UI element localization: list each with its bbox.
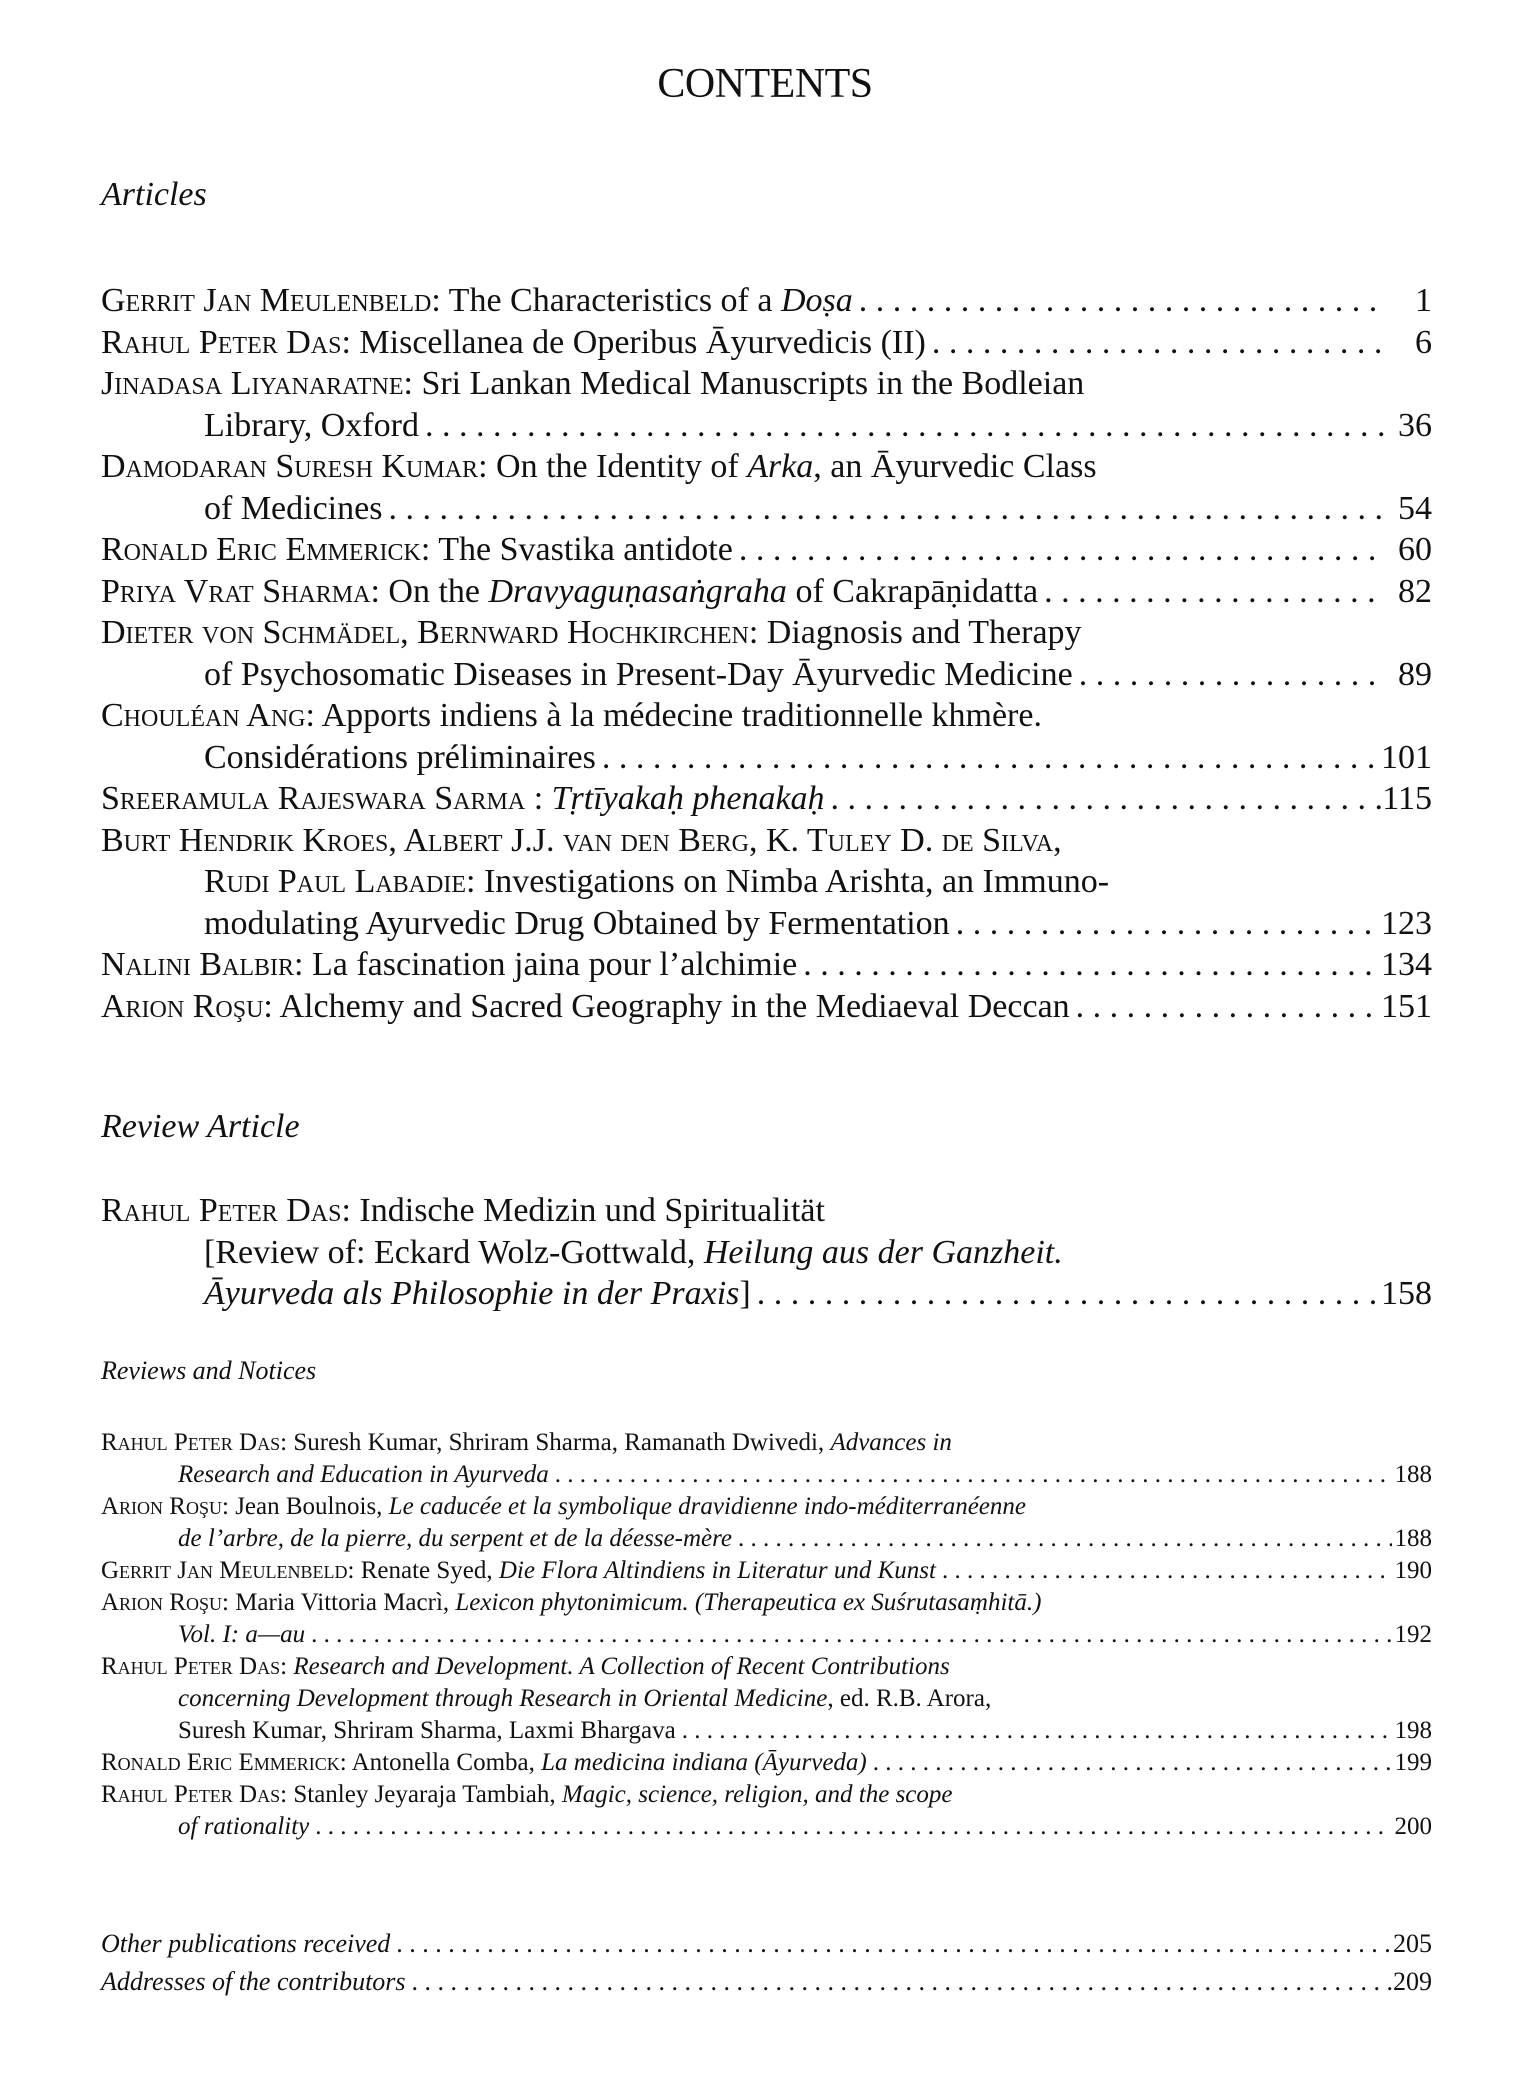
- title-text: Miscellanea de Operibus Āyurvedicis (II): [359, 323, 926, 361]
- dot-leader: [825, 778, 1383, 820]
- author-name: Dieter von Schmädel, Bernward Hochkirchen: [101, 614, 749, 651]
- title-text: ]: [739, 1275, 751, 1312]
- toc-line: [101, 1555, 1432, 1587]
- page-number: 188: [1394, 1461, 1432, 1488]
- title-italic: Research and Education in Ayurveda: [178, 1461, 549, 1488]
- section-heading-review-article: Review Article: [101, 1108, 300, 1145]
- title-italic: Tṛtīyakaḥ phenakaḥ: [551, 780, 825, 817]
- toc-line: [101, 1619, 1432, 1651]
- toc-line: [101, 1523, 1432, 1555]
- author-separator: :: [347, 1557, 361, 1584]
- toc-line: [101, 1683, 1432, 1715]
- dot-leader: [309, 1811, 1392, 1843]
- author-separator: :: [280, 1653, 294, 1680]
- dot-leader: [1073, 654, 1384, 696]
- toc-line: [101, 405, 1432, 447]
- title-text: : Investigations on Nimba Arishta, an Immuno-: [466, 863, 1110, 900]
- toc-entry: [101, 1555, 1432, 1587]
- dot-leader: [867, 1747, 1392, 1779]
- author-separator: :: [403, 365, 422, 402]
- dot-leader: [853, 280, 1384, 322]
- title-italic: Magic, science, religion, and the scope: [561, 1781, 953, 1808]
- title-italic: Vol. I: a—au: [178, 1621, 306, 1648]
- author-name: Arion Roşu: [101, 1493, 222, 1520]
- title-text: The Characteristics of a: [448, 282, 781, 319]
- toc-line-text: [101, 280, 853, 322]
- toc-entry: [101, 280, 1432, 322]
- section-heading-reviews: Reviews and Notices: [101, 1356, 317, 1385]
- title-italic: Arka: [747, 448, 814, 485]
- toc-line-text: [101, 322, 926, 364]
- title-text: Jean Boulnois,: [235, 1493, 389, 1520]
- title-text: Considérations préliminaires: [204, 738, 596, 776]
- author-name: Arion Roşu: [101, 1589, 222, 1616]
- title-text: of Cakrapāṇidatta: [786, 572, 1039, 610]
- toc-line-text: [101, 571, 1038, 613]
- author-name: Damodaran Suresh Kumar: [101, 448, 479, 485]
- author-separator: :: [222, 1493, 236, 1520]
- page-number: 198: [1394, 1717, 1432, 1744]
- author-name: Rahul Peter Das: [101, 1653, 281, 1680]
- toc-line: [101, 1427, 1432, 1459]
- dot-leader: [382, 488, 1384, 530]
- toc-line: [101, 322, 1432, 364]
- author-name: Ronald Eric Emmerick: [101, 1749, 340, 1776]
- title-text: Suresh Kumar, Shriram Sharma, Ramanath Dwivedi,: [293, 1429, 831, 1456]
- title-italic: Doṣa: [780, 282, 853, 319]
- page-number: 82: [1398, 572, 1432, 610]
- author-separator: :: [294, 946, 312, 983]
- toc-line: [101, 446, 1432, 488]
- title-text: , ed. R.B. Arora,: [827, 1685, 992, 1712]
- toc-line: [101, 1232, 1432, 1274]
- toc-entry: [101, 1747, 1432, 1779]
- toc-line: [101, 1273, 1432, 1315]
- author-separator: :: [431, 282, 449, 319]
- title-text: La fascination jaina pour l’alchimie: [312, 946, 798, 983]
- dot-leader: [1070, 986, 1381, 1028]
- toc-line: [101, 820, 1432, 862]
- title-italic: Heilung aus der Ganzheit.: [703, 1233, 1063, 1271]
- toc-line: [101, 944, 1432, 986]
- page-number: 115: [1382, 780, 1432, 817]
- dot-leader: [596, 737, 1381, 779]
- page-number: 101: [1381, 738, 1432, 776]
- dot-leader: [732, 1523, 1392, 1555]
- toc-line-text: [178, 1715, 676, 1747]
- page-number: 209: [1393, 1967, 1432, 1996]
- dot-leader: [733, 529, 1384, 571]
- author-name: Rahul Peter Das: [101, 323, 342, 361]
- author-name: Sreeramula Rajeswara Sarma: [101, 780, 526, 817]
- title-text: modulating Ayurvedic Drug Obtained by Fermentation: [204, 904, 950, 942]
- toc-line-text: [101, 529, 733, 571]
- toc-line: [101, 903, 1432, 945]
- title-text: , an Āyurvedic Class: [813, 448, 1097, 485]
- toc-line: [101, 612, 1432, 654]
- toc-line-text: [204, 737, 596, 779]
- title-text: Apports indiens à la médecine traditionnelle khmère.: [321, 697, 1042, 734]
- author-separator: :: [263, 987, 280, 1025]
- toc-line: [101, 280, 1432, 322]
- author-separator: :: [280, 1781, 294, 1808]
- toc-line: [101, 1459, 1432, 1491]
- author-separator: :: [525, 780, 552, 817]
- dot-leader: [950, 903, 1381, 945]
- page-title: CONTENTS: [657, 61, 873, 107]
- title-text: Alchemy and Sacred Geography in the Mediaeval Deccan: [279, 987, 1070, 1025]
- author-separator: :: [748, 614, 767, 651]
- toc-line-text: [101, 944, 797, 986]
- toc-line-text: [101, 1555, 936, 1587]
- toc-line-text: [178, 1811, 309, 1843]
- title-text: Indische Medizin und Spiritualität: [359, 1192, 825, 1229]
- author-separator: :: [280, 1429, 294, 1456]
- page-number: 54: [1398, 489, 1432, 527]
- title-italic: concerning Development through Research in Oriental Medicine: [178, 1685, 828, 1712]
- title-italic: Advances in: [830, 1429, 952, 1456]
- toc-line: [101, 986, 1432, 1028]
- toc-line-text: [178, 1459, 549, 1491]
- toc-entry: [101, 1925, 1432, 1963]
- toc-line: [101, 695, 1432, 737]
- toc-entry: [101, 1491, 1432, 1555]
- toc-line: [101, 488, 1432, 530]
- title-italic: Āyurveda als Philosophie in der Praxis: [204, 1275, 740, 1312]
- page-number: 190: [1394, 1557, 1432, 1584]
- toc-line-text: [101, 986, 1070, 1028]
- author-name: Rahul Peter Das: [101, 1192, 342, 1229]
- toc-entry: [101, 778, 1432, 820]
- toc-entry: [101, 1587, 1432, 1651]
- title-italic: Die Flora Altindiens in Literatur und Kunst: [498, 1557, 936, 1584]
- dot-leader: [406, 1963, 1392, 2001]
- toc-line: [101, 1651, 1432, 1683]
- toc-line-text: [204, 488, 382, 530]
- toc-line: [101, 1587, 1432, 1619]
- dot-leader: [1038, 571, 1384, 613]
- toc-line: [101, 1715, 1432, 1747]
- author-name: Jinadasa Liyanaratne: [101, 365, 404, 402]
- page-number: 151: [1381, 987, 1432, 1025]
- title-text: Sri Lankan Medical Manuscripts in the Bodleian: [421, 365, 1085, 402]
- toc-line: [101, 737, 1432, 779]
- title-text: Stanley Jeyaraja Tambiah,: [293, 1781, 562, 1808]
- author-name: Rahul Peter Das: [101, 1429, 281, 1456]
- toc-line-text: Other publications received: [101, 1929, 391, 1958]
- toc-line: [101, 1811, 1432, 1843]
- toc-entry: [101, 1651, 1432, 1747]
- end-entries-list: [101, 1925, 1432, 2001]
- toc-line-text: [101, 778, 825, 820]
- dot-leader: [549, 1459, 1392, 1491]
- title-text: of Medicines: [204, 489, 383, 527]
- title-text: Library, Oxford: [204, 406, 419, 444]
- toc-entry: [101, 446, 1432, 529]
- author-name: Rahul Peter Das: [101, 1781, 281, 1808]
- title-text: On the: [388, 572, 489, 610]
- author-separator: :: [420, 531, 439, 568]
- page-number: 205: [1393, 1929, 1432, 1958]
- toc-line: [101, 571, 1432, 613]
- toc-entry: [101, 695, 1432, 778]
- dot-leader: [419, 405, 1384, 447]
- author-separator: :: [478, 448, 497, 485]
- dot-leader: [305, 1619, 1392, 1651]
- toc-line-text: [178, 1619, 305, 1651]
- reviews-list: [101, 1427, 1432, 1843]
- author-name: Burt Hendrik Kroes, Albert J.J. van den Berg, K. Tuley D. de Silva,: [101, 821, 1062, 859]
- author-name: Ronald Eric Emmerick: [101, 531, 421, 568]
- dot-leader: [676, 1715, 1392, 1747]
- title-text: Diagnosis and Therapy: [766, 614, 1082, 651]
- page-number: 199: [1394, 1749, 1432, 1776]
- toc-line-text: [204, 1273, 751, 1315]
- author-name: Rudi Paul Labadie: [204, 863, 466, 900]
- toc-line: [101, 363, 1432, 405]
- toc-line: [101, 778, 1432, 820]
- toc-entry: [101, 612, 1432, 695]
- dot-leader: [936, 1555, 1392, 1587]
- page-number: 123: [1381, 904, 1432, 942]
- title-italic: Research and Development. A Collection of Recent Contributions: [293, 1653, 950, 1680]
- section-heading-articles: Articles: [101, 176, 207, 213]
- toc-entry: [101, 944, 1432, 986]
- toc-entry: [101, 1427, 1432, 1491]
- toc-line-text: [101, 1747, 867, 1779]
- toc-line-text: [204, 405, 419, 447]
- toc-entry: [101, 1779, 1432, 1843]
- dot-leader: [926, 322, 1384, 364]
- author-separator: :: [341, 323, 360, 361]
- title-italic: Lexicon phytonimicum. (Therapeutica ex Suśrutasaṃhitā.): [455, 1589, 1042, 1616]
- articles-list: [101, 280, 1432, 1027]
- author-separator: :: [222, 1589, 236, 1616]
- title-italic: Dravyaguṇasaṅgraha: [488, 572, 787, 610]
- toc-line: [101, 654, 1432, 696]
- toc-line: [101, 1779, 1432, 1811]
- toc-entry: [101, 986, 1432, 1028]
- dot-leader: [797, 944, 1381, 986]
- author-separator: :: [341, 1192, 360, 1229]
- author-name: Gerrit Jan Meulenbeld: [101, 1557, 348, 1584]
- toc-line: [101, 861, 1432, 903]
- author-name: Nalini Balbir: [101, 946, 295, 983]
- author-name: Arion Roşu: [101, 987, 264, 1025]
- review-article-list: [101, 1190, 1432, 1315]
- toc-entry: [101, 529, 1432, 571]
- toc-line-text: [178, 1523, 732, 1555]
- page-number: 36: [1398, 406, 1432, 444]
- toc-entry: [101, 363, 1432, 446]
- author-name: Priya Vrat Sharma: [101, 572, 371, 610]
- title-text: of Psychosomatic Diseases in Present-Day Āyurvedic Medicine: [204, 655, 1073, 693]
- title-italic: Le caducée et la symbolique dravidienne indo-méditerranéenne: [388, 1493, 1026, 1520]
- dot-leader: [751, 1273, 1381, 1315]
- author-separator: :: [305, 697, 322, 734]
- toc-line: [101, 1747, 1432, 1779]
- author-name: Gerrit Jan Meulenbeld: [101, 282, 432, 319]
- author-separator: :: [339, 1749, 352, 1776]
- author-name: Chouléan Ang: [101, 697, 306, 734]
- toc-line-text: Addresses of the contributors: [101, 1967, 406, 1996]
- page-number: 134: [1381, 946, 1432, 983]
- page-number: 89: [1398, 655, 1432, 693]
- toc-line: [101, 1491, 1432, 1523]
- title-text: On the Identity of: [496, 448, 748, 485]
- page-number: 6: [1415, 323, 1432, 361]
- page-number: 192: [1394, 1621, 1432, 1648]
- toc-line-text: [204, 654, 1073, 696]
- page-number: 158: [1381, 1275, 1432, 1312]
- title-text: Antonella Comba,: [351, 1749, 542, 1776]
- page-number: 1: [1415, 282, 1432, 319]
- toc-line-text: [204, 903, 950, 945]
- toc-entry: [101, 571, 1432, 613]
- title-text: Suresh Kumar, Shriram Sharma, Laxmi Bhargava: [178, 1717, 676, 1744]
- page-number: 200: [1394, 1813, 1432, 1840]
- title-text: Maria Vittoria Macrì,: [235, 1589, 456, 1616]
- toc-line: [101, 529, 1432, 571]
- toc-entry: [101, 1963, 1432, 2001]
- title-italic: de l’arbre, de la pierre, du serpent et de la déesse-mère: [178, 1525, 733, 1552]
- title-text: Renate Syed,: [360, 1557, 499, 1584]
- toc-entry: [101, 820, 1432, 945]
- title-italic: of rationality: [178, 1813, 310, 1840]
- title-text: [Review of: Eckard Wolz-Gottwald,: [204, 1233, 704, 1271]
- toc-entry: [101, 1190, 1432, 1315]
- title-italic: La medicina indiana (Āyurveda): [541, 1749, 867, 1776]
- dot-leader: [390, 1925, 1392, 1963]
- toc-line: [101, 1190, 1432, 1232]
- page-number: 188: [1394, 1525, 1432, 1552]
- toc-entry: [101, 322, 1432, 364]
- author-separator: :: [370, 572, 389, 610]
- page-number: 60: [1398, 531, 1432, 568]
- title-text: The Svastika antidote: [438, 531, 733, 568]
